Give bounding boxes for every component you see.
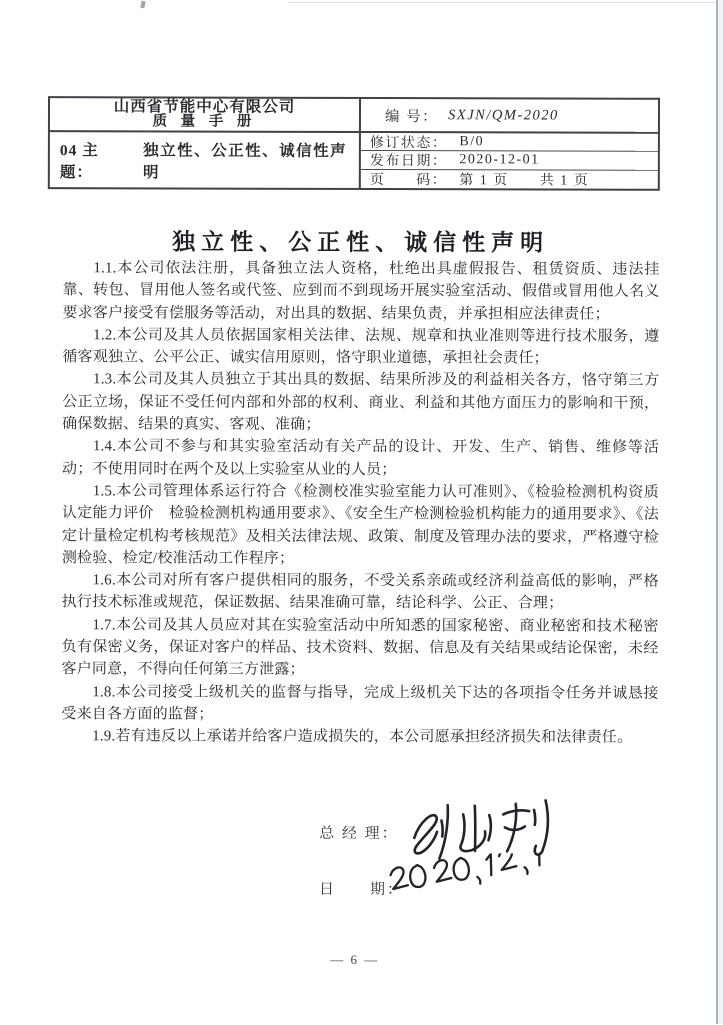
declaration-paragraph-5: 1.5.本公司管理体系运行符合《检测校准实验室能力认可准则》、《检验检测机构资质认定能力评价 检验检测机构通用要求》、《安全生产检测检验机构能力的通用要求》、《法定计量检定机构考核规范》及相关法律法规、政策、制度及管理办法的要求，严格遵守检测检验、检定/校准活动工作程序；: [61, 483, 660, 567]
subject-value: 独立性、公正性、诚信性声明: [143, 141, 348, 181]
doc-number-label: 编 号：: [384, 108, 439, 125]
header-cell-page-number: [361, 170, 658, 189]
document-header-table: [48, 96, 660, 191]
declaration-paragraph-7: 1.7.本公司及其人员应对其在实验室活动中所知悉的国家秘密、商业秘密和技术秘密负有保密义务，保证对客户的样品、技术资料、数据、信息及有关结果或结论保密，未经客户同意，不得向任何第三方泄露；: [61, 617, 659, 679]
revision-value: B/0: [459, 133, 485, 149]
declaration-title: 独立性、公正性、诚信性声明: [172, 229, 550, 256]
declaration-body: [61, 257, 659, 749]
company-name: 山西省节能中心有限公司: [113, 98, 296, 116]
header-cell-revision: [361, 133, 658, 152]
header-cell-company: [50, 98, 361, 133]
revision-label: 修订状态：: [369, 135, 448, 151]
declaration-paragraph-8: 1.8.本公司接受上级机关的监督与指导，完成上级机关下达的各项指令任务并诚恳接受来自各方面的监督；: [61, 683, 659, 723]
header-cell-doc-number: [361, 99, 658, 134]
declaration-paragraph-6: 1.6.本公司对所有客户提供相同的服务，不受关系亲疏或经济利益高低的影响，严格执行技术标准或规范，保证数据、结果准确可靠，结论科学、公正、合理；: [61, 572, 659, 612]
footer-page-number: — 6 —: [330, 951, 380, 968]
general-manager-label: 总 经 理：: [319, 825, 399, 843]
header-cell-subject: [50, 132, 361, 188]
release-date-value: 2020-12-01: [459, 152, 540, 168]
release-date-label: 发布日期：: [369, 154, 448, 170]
declaration-paragraph-2: 1.2.本公司及其人员依据国家相关法律、法规、规章和执业准则等进行技术服务，遵循客观独立、公平公正、诚实信用原则，恪守职业道德，承担社会责任；: [62, 327, 660, 367]
manual-title: 质 量 手 册: [152, 113, 257, 130]
signature-date-handwriting: [385, 853, 557, 903]
declaration-paragraph-9: 1.9.若有违反以上承诺并给客户造成损失的，本公司愿承担经济损失和法律责任。: [92, 728, 633, 746]
header-cell-release-date: [361, 151, 658, 170]
page-no-value: 第 1 页 共 1 页: [459, 173, 590, 189]
date-label: 日 期：: [318, 881, 404, 899]
subject-label: 04 主题：: [59, 141, 99, 181]
declaration-paragraph-3: 1.3.本公司及其人员独立于其出具的数据、结果所涉及的利益相关各方，恪守第三方公正立场，保证不受任何内部和外部的权利、商业、利益和其他方面压力的影响和干预，确保数据、结果的真实、客观、准确；: [62, 371, 660, 433]
doc-number-value: SXJN/QM-2020: [448, 106, 559, 124]
declaration-paragraph-4: 1.4.本公司不参与和其实验室活动有关产品的设计、开发、生产、销售、维修等活动；不使用同时在两个及以上实验室从业的人员；: [62, 438, 660, 478]
declaration-paragraph-1: 1.1.本公司依法注册，具备独立法人资格，杜绝出具虚假报告、租赁资质、违法挂靠、转包、冒用他人签名或代签、应到而不到现场开展实验室活动、假借或冒用他人名义要求客户接受有偿服务等活动，对出具的数据、结果负责，并承担相应法律责任；: [62, 260, 660, 323]
page-no-label: 页 码：: [369, 172, 448, 189]
